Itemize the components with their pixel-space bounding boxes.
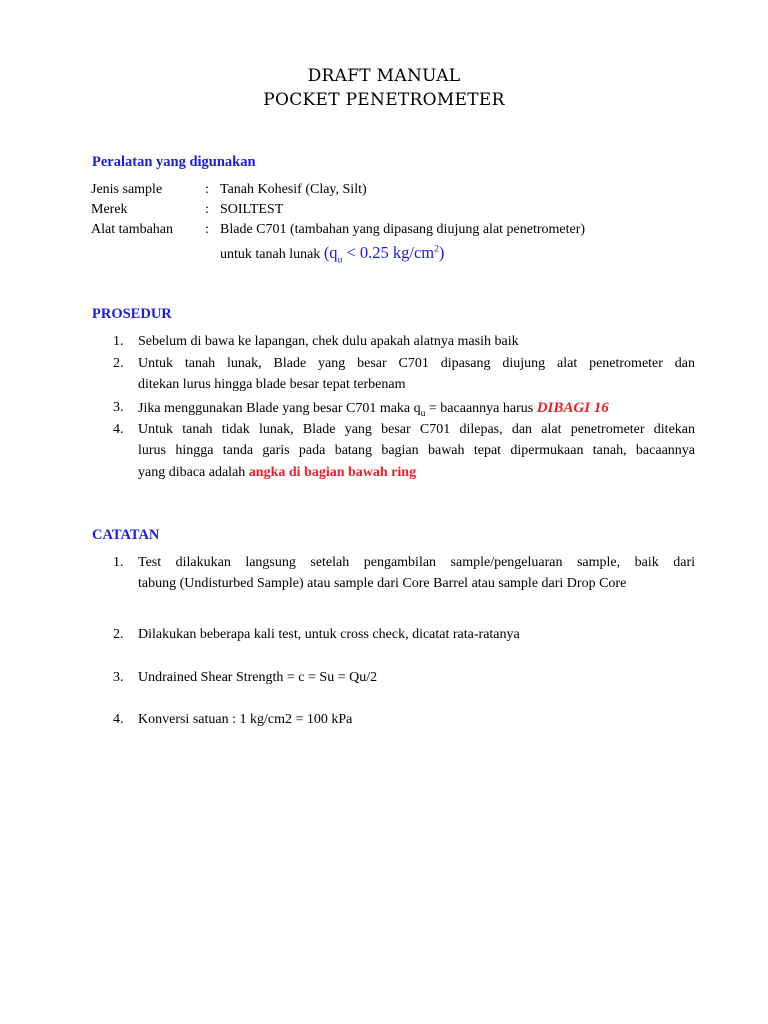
equipment-heading: Peralatan yang digunakan xyxy=(92,154,256,170)
equipment-label-brand: Merek xyxy=(91,202,128,217)
qu-condition xyxy=(323,243,445,266)
procedure-item-4-line3-text: yang dibaca adalah xyxy=(138,465,249,480)
procedure-item-4-line1: Untuk tanah tidak lunak, Blade yang besar C701 dilepas, dan alat penetrometer ditekan xyxy=(138,422,695,437)
qu-open: (q xyxy=(323,243,338,262)
procedure-num-3: 3. xyxy=(113,400,124,415)
equipment-colon-brand: : xyxy=(205,202,209,217)
qu-close: ) xyxy=(438,243,445,262)
procedure-num-4: 4. xyxy=(113,422,124,437)
procedure-num-1: 1. xyxy=(113,334,124,349)
notes-item-1-line2: tabung (Undisturbed Sample) atau sample dari Core Barrel atau sample dari Drop Core xyxy=(138,576,627,591)
extra-line-text: untuk tanah lunak xyxy=(220,247,321,262)
qu-sup: 2 xyxy=(434,244,439,255)
ring-emphasis: angka di bagian bawah ring xyxy=(248,465,417,480)
notes-num-3: 3. xyxy=(113,670,124,685)
equipment-label-attachment: Alat tambahan xyxy=(91,222,174,237)
procedure-heading: PROSEDUR xyxy=(92,306,172,322)
equipment-colon-attachment: : xyxy=(205,222,209,237)
procedure-item-3-sub: u xyxy=(420,408,426,419)
notes-item-4: Konversi satuan : 1 kg/cm2 = 100 kPa xyxy=(138,712,353,727)
qu-mid: < 0.25 kg/cm xyxy=(342,243,435,262)
notes-num-4: 4. xyxy=(113,712,124,727)
procedure-item-4-line3 xyxy=(138,465,695,481)
divide-emphasis: DIBAGI 16 xyxy=(536,400,609,416)
equipment-label-type: Jenis sample xyxy=(91,182,163,197)
document-title-line2: POCKET PENETROMETER xyxy=(263,90,505,110)
procedure-item-3-before: Jika menggunakan Blade yang besar C701 maka q xyxy=(138,401,421,416)
procedure-item-1: Sebelum di bawa ke lapangan, chek dulu apakah alatnya masih baik xyxy=(138,334,519,349)
notes-item-2: Dilakukan beberapa kali test, untuk cross check, dicatat rata-ratanya xyxy=(138,627,520,642)
procedure-item-2-line1: Untuk tanah lunak, Blade yang besar C701 dipasang diujung alat penetrometer dan xyxy=(138,356,695,371)
procedure-item-2-line2: ditekan lurus hingga blade besar tepat terbenam xyxy=(138,377,406,392)
document-title-line1: DRAFT MANUAL xyxy=(307,66,461,86)
qu-sub: u xyxy=(337,255,343,266)
procedure-item-4-line2: lurus hingga tanda garis pada batang bagian bawah tepat dipermukaan tanah, bacaannya xyxy=(138,443,695,458)
equipment-value-type: Tanah Kohesif (Clay, Silt) xyxy=(220,182,367,197)
notes-num-1: 1. xyxy=(113,555,124,570)
equipment-value-attachment: Blade C701 (tambahan yang dipasang diujung alat penetrometer) xyxy=(220,222,586,237)
procedure-item-3-after: = bacaannya harus xyxy=(425,401,537,416)
equipment-colon-type: : xyxy=(205,182,209,197)
notes-item-1-line1: Test dilakukan langsung setelah pengambilan sample/pengeluaran sample, baik dari xyxy=(138,555,695,570)
notes-heading: CATATAN xyxy=(92,527,160,543)
equipment-value-brand: SOILTEST xyxy=(220,202,284,217)
notes-num-2: 2. xyxy=(113,627,124,642)
procedure-item-3 xyxy=(138,400,695,419)
procedure-num-2: 2. xyxy=(113,356,124,371)
equipment-extra-line xyxy=(220,243,444,265)
notes-item-3: Undrained Shear Strength = c = Su = Qu/2 xyxy=(138,670,378,685)
